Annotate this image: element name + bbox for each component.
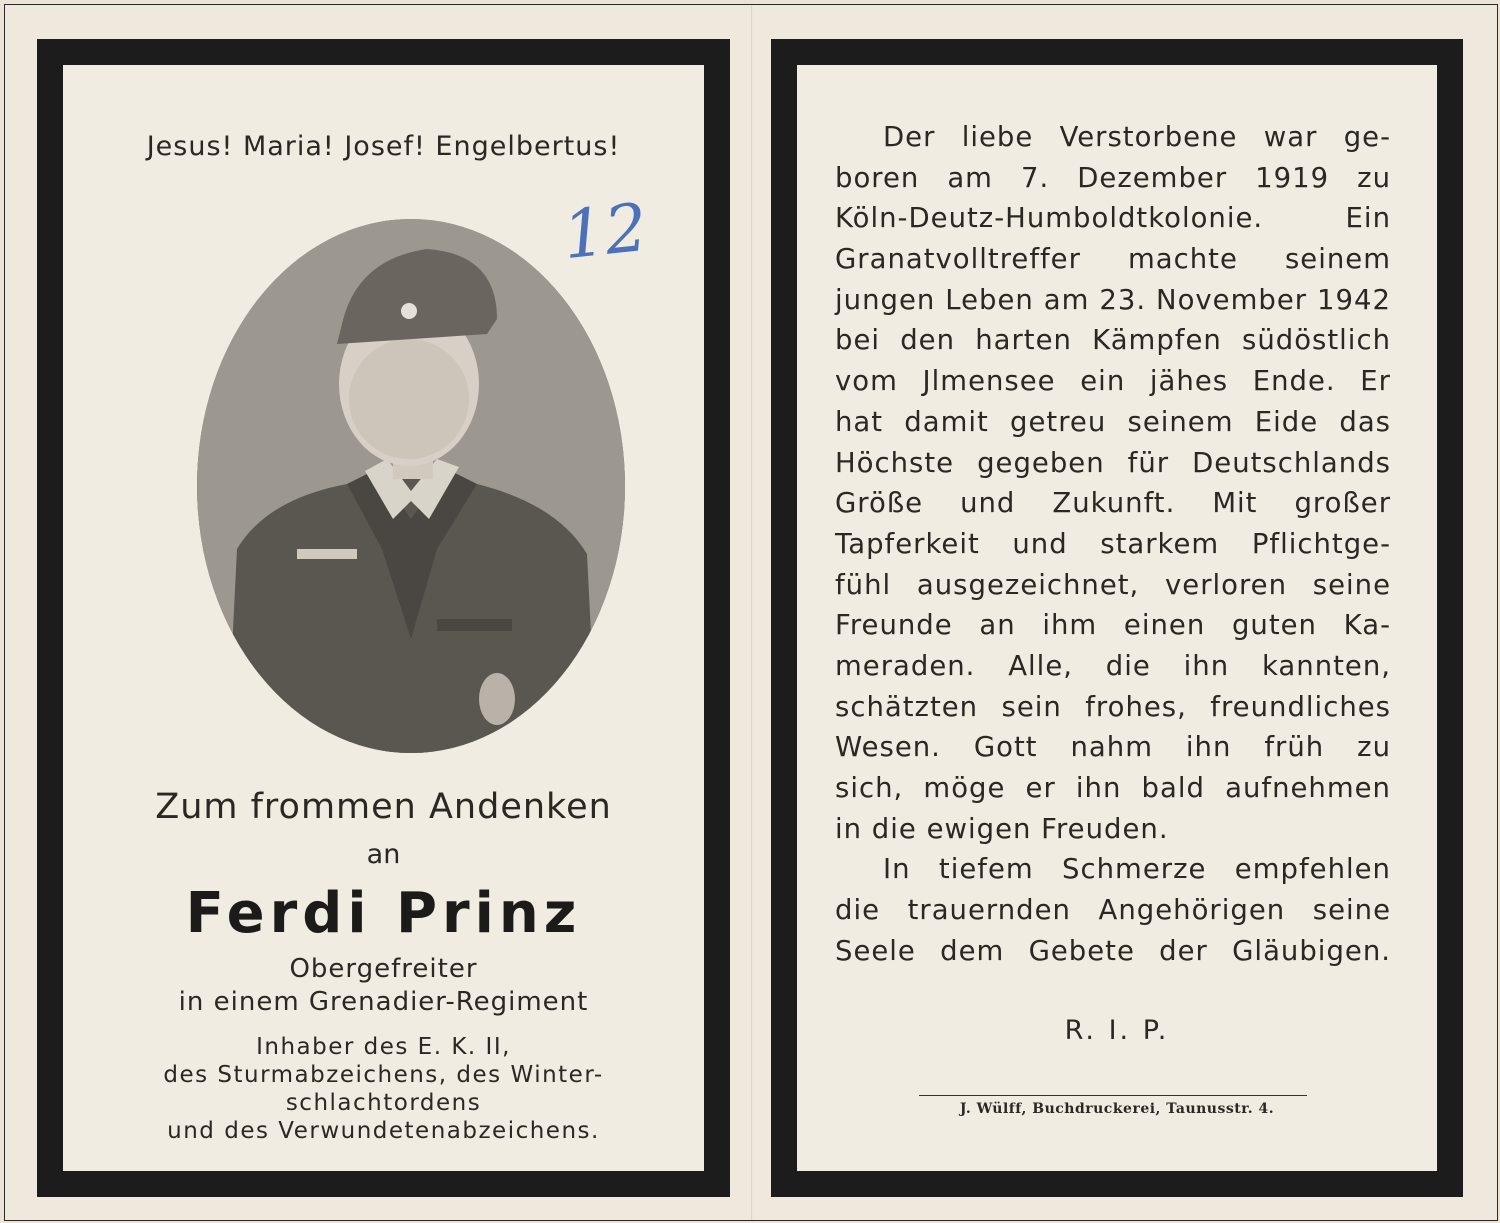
closing-line: Seele dem Gebete der Gläubigen. bbox=[835, 934, 1391, 967]
award-line: des Sturmabzeichens, des Winter- bbox=[163, 1062, 604, 1088]
handwritten-number: 12 bbox=[559, 188, 651, 275]
printer-credit: J. Wülff, Buchdruckerei, Taunusstr. 4. bbox=[959, 1101, 1275, 1117]
closing-line: die trauernden Angehörigen seine bbox=[835, 894, 1391, 927]
bio-line: Größe und Zukunft. Mit großer bbox=[835, 487, 1391, 520]
rank-line: in einem Grenadier-Regiment bbox=[178, 987, 589, 1017]
award-line: Inhaber des E. K. II, bbox=[256, 1034, 511, 1060]
rank-block bbox=[63, 953, 704, 1019]
memorial-an: an bbox=[366, 839, 401, 870]
bio-line: boren am 7. Dezember 1919 zu bbox=[835, 161, 1391, 194]
bio-line: Tapferkeit und starkem Pflichtge- bbox=[835, 527, 1391, 560]
bio-line: Der liebe Verstorbene war ge- bbox=[883, 121, 1391, 153]
left-panel bbox=[37, 39, 730, 1197]
card-fold bbox=[751, 5, 753, 1220]
rip-text: R. I. P. bbox=[1064, 1015, 1170, 1046]
award-line: und des Verwundetenabzeichens. bbox=[167, 1118, 600, 1144]
bio-line: hat damit getreu seinem Eide das bbox=[835, 405, 1391, 438]
bio-line: bei den harten Kämpfen südöstlich bbox=[835, 324, 1391, 357]
bio-line: fühl ausgezeichnet, verloren seine bbox=[835, 568, 1391, 601]
printer-divider bbox=[919, 1095, 1307, 1096]
memorial-card bbox=[4, 4, 1498, 1221]
bio-line: in die ewigen Freuden. bbox=[835, 812, 1169, 845]
awards-block bbox=[63, 1033, 704, 1145]
award-line: schlachtordens bbox=[285, 1090, 482, 1116]
bio-line: Köln-Deutz-Humboldtkolonie. Ein bbox=[835, 202, 1391, 235]
rank-line: Obergefreiter bbox=[289, 954, 478, 984]
bio-line: Höchste gegeben für Deutschlands bbox=[835, 446, 1391, 479]
bio-line: Granatvolltreffer machte seinem bbox=[835, 243, 1391, 276]
bio-line: schätzten sein frohes, freundliches bbox=[835, 690, 1391, 723]
bio-line: Wesen. Gott nahm ihn früh zu bbox=[835, 731, 1391, 764]
bio-line: vom Jlmensee ein jähes Ende. Er bbox=[835, 365, 1391, 398]
bio-line: sich, möge er ihn bald aufnehmen bbox=[835, 772, 1391, 804]
bio-line: meraden. Alle, die ihn kannten, bbox=[835, 649, 1391, 682]
bio-line: Freunde an ihm einen guten Ka- bbox=[835, 609, 1391, 642]
closing-line: In tiefem Schmerze empfehlen bbox=[883, 853, 1391, 886]
deceased-name: Ferdi Prinz bbox=[185, 881, 582, 946]
memorial-heading: Zum frommen Andenken bbox=[155, 787, 612, 827]
right-panel bbox=[771, 39, 1463, 1197]
bio-line: jungen Leben am 23. November 1942 bbox=[835, 283, 1391, 316]
invocation-text: Jesus! Maria! Josef! Engelbertus! bbox=[146, 131, 621, 162]
portrait-photo bbox=[197, 219, 625, 753]
soldier-portrait-icon bbox=[197, 219, 625, 753]
biography-text bbox=[835, 117, 1391, 971]
